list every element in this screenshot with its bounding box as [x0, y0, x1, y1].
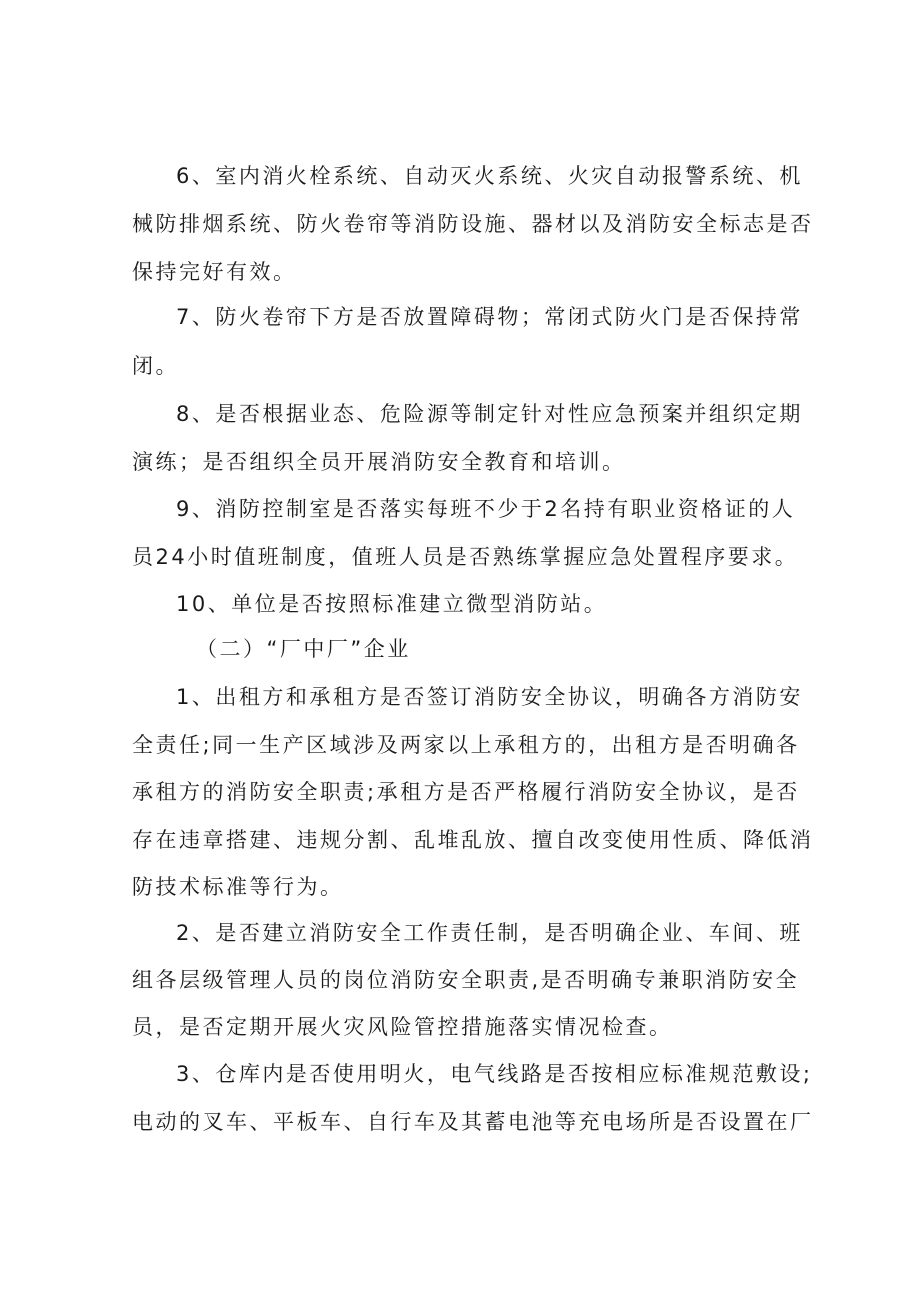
paragraph-9-line-2: 员24小时值班制度，值班人员是否熟练掌握应急处置程序要求。: [132, 545, 799, 569]
paragraph-b3-line-2: 电动的叉车、平板车、自行车及其蓄电池等充电场所是否设置在厂: [132, 1110, 814, 1134]
paragraph-b2-line-1: 2、是否建立消防安全工作责任制，是否明确企业、车间、班: [176, 921, 803, 945]
paragraph-b2-line-3: 员，是否定期开展火灾风险管控措施落实情况检查。: [132, 1015, 673, 1039]
paragraph-b1-line-4: 存在违章搭建、违规分割、乱堆乱放、擅自改变使用性质、降低消: [132, 828, 814, 852]
paragraph-b1-line-5: 防技术标准等行为。: [132, 875, 344, 899]
paragraph-b2-line-2: 组各层级管理人员的岗位消防安全职责,是否明确专兼职消防安全: [132, 968, 800, 992]
paragraph-7-line-1: 7、防火卷帘下方是否放置障碍物；常闭式防火门是否保持常: [176, 305, 803, 329]
paragraph-6-line-3: 保持完好有效。: [132, 260, 297, 284]
paragraph-b1-line-3: 承租方的消防安全职责;承租方是否严格履行消防安全协议，是否: [132, 780, 800, 804]
paragraph-8-line-1: 8、是否根据业态、危险源等制定针对性应急预案并组织定期: [176, 402, 803, 426]
paragraph-b3-line-1: 3、仓库内是否使用明火，电气线路是否按相应标准规范敷设;: [176, 1062, 813, 1086]
paragraph-9-line-1: 9、消防控制室是否落实每班不少于2名持有职业资格证的人: [176, 497, 796, 521]
paragraph-7-line-2: 闭。: [132, 354, 179, 378]
section-heading: （二）“厂中厂”企业: [196, 637, 411, 661]
paragraph-b1-line-2: 全责任;同一生产区域涉及两家以上承租方的，出租方是否明确各: [132, 733, 800, 757]
paragraph-10-line-1: 10、单位是否按照标准建立微型消防站。: [176, 592, 608, 616]
paragraph-6-line-1: 6、室内消火栓系统、自动灭火系统、火灾自动报警系统、机: [176, 164, 803, 188]
paragraph-8-line-2: 演练；是否组织全员开展消防安全教育和培训。: [132, 450, 626, 474]
paragraph-b1-line-1: 1、出租方和承租方是否签订消防安全协议，明确各方消防安: [176, 685, 803, 709]
paragraph-6-line-2: 械防排烟系统、防火卷帘等消防设施、器材以及消防安全标志是否: [132, 212, 814, 236]
